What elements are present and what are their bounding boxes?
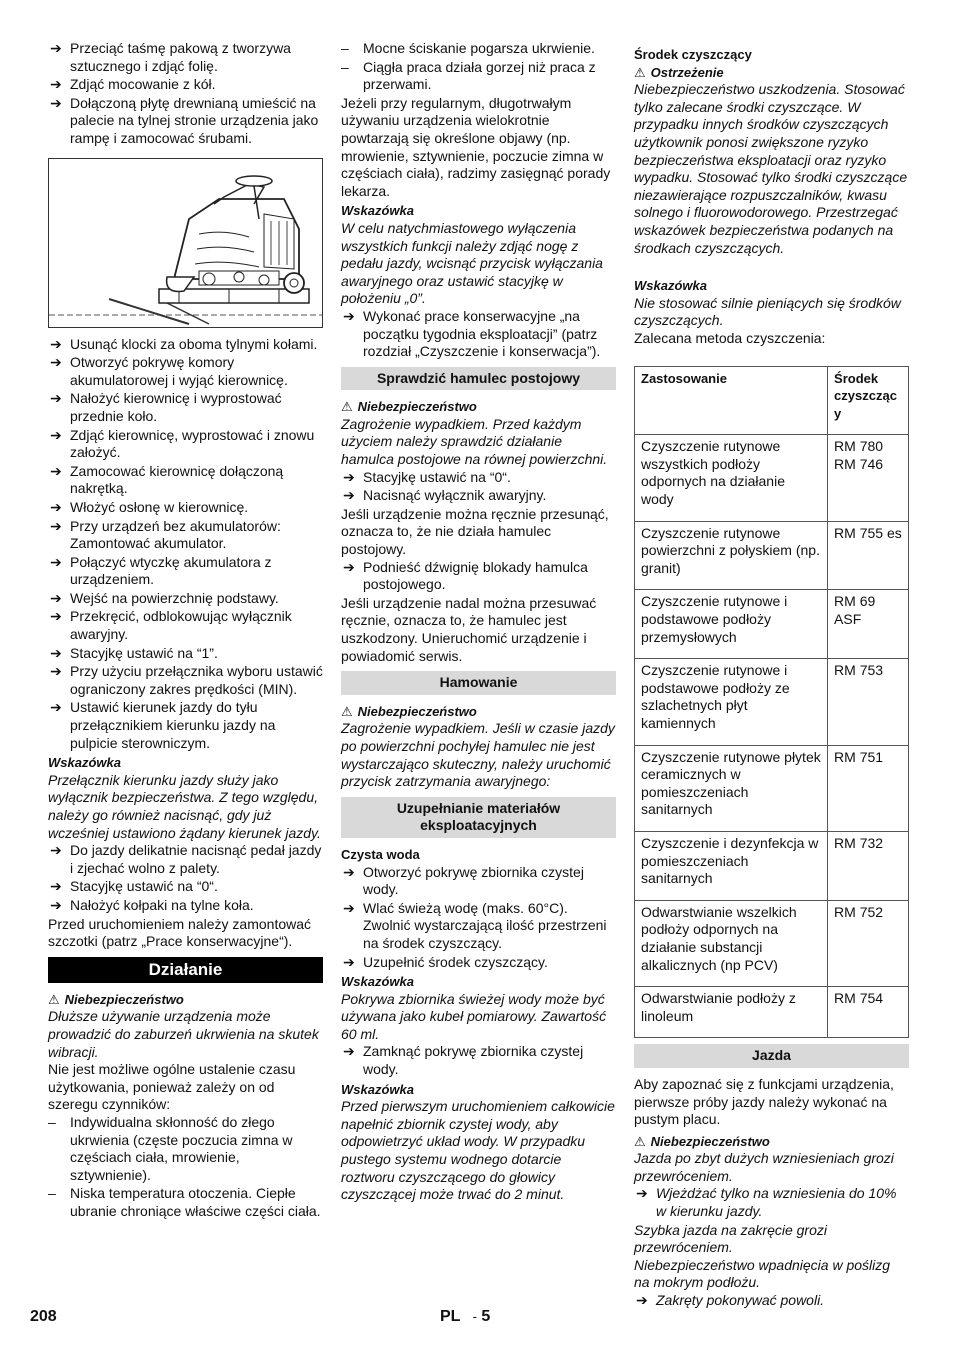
arrow-icon: ➔ bbox=[343, 558, 355, 575]
column-3 bbox=[634, 46, 909, 1311]
maintenance-step-list bbox=[341, 308, 616, 361]
list-item: ➔ Przy użyciu przełącznika wyboru ustawić ograniczony zakres prędkości (MIN). bbox=[50, 663, 323, 697]
dash-bullet: – bbox=[341, 40, 349, 56]
table-row bbox=[635, 435, 909, 521]
warning-triangle-icon: ⚠ bbox=[634, 1133, 646, 1149]
list-item: ➔ Dołączoną płytę drewnianą umieścić na palecie na tylnej stronie urządzenia jako rampę i zamocować śrubami. bbox=[50, 94, 319, 146]
paragraph: Aby zapoznać się z funkcjami urządzenia, pierwsze próby jazdy należy wykonać na pustym placu. bbox=[634, 1075, 894, 1128]
list-item: ➔ Uzupełnić środek czyszczący. bbox=[343, 953, 548, 970]
paragraph: Przed uruchomieniem należy zamontować szczotki (patrz „Prace konserwacyjne“). bbox=[48, 915, 312, 950]
paragraph: Jeśli urządzenie można ręcznie przesunąć, oznacza to, że nie działa hamulec postojowy. bbox=[341, 505, 609, 558]
arrow-icon: ➔ bbox=[343, 307, 355, 324]
list-item: ➔ Zamocować kierownicę dołączoną nakrętką. bbox=[50, 462, 284, 497]
note-label: Wskazówka bbox=[634, 278, 707, 294]
list-item: ➔ Nałożyć kierownicę i wyprostować przednie koło. bbox=[50, 390, 282, 424]
list-item: ➔ Zdjąć mocowanie z kół. bbox=[50, 76, 216, 93]
arrow-icon: ➔ bbox=[50, 76, 62, 93]
warning-label: ⚠ Niebezpieczeństwo bbox=[341, 703, 477, 719]
curve-list bbox=[634, 1292, 909, 1310]
warning-text: Niebezpieczeństwo wpadnięcia w poślizg na mokrym podłożu. bbox=[634, 1256, 891, 1291]
slope-list bbox=[634, 1185, 909, 1220]
note-text: W celu natychmiastowego wyłączenia wszystkich funkcji należy zdjąć nogę z pedału jazdy, wcisnąć przycisk wyłączania awaryjnego oraz ustawić stacyjkę w położeniu „0”. bbox=[341, 219, 603, 307]
setup-steps-list bbox=[48, 336, 323, 753]
table-cell: RM 753 bbox=[828, 659, 909, 745]
arrow-icon: ➔ bbox=[50, 699, 62, 716]
warning-triangle-icon: ⚠ bbox=[48, 991, 60, 1007]
warning-text: Dłuższe używanie urządzenia może prowadzić do zaburzeń ukrwienia na skutek wibracji. bbox=[48, 1008, 319, 1060]
note-label: Wskazówka bbox=[341, 974, 414, 990]
dash-bullet: – bbox=[48, 1113, 56, 1130]
arrow-icon: ➔ bbox=[50, 498, 62, 515]
warning-label: ⚠ Niebezpieczeństwo bbox=[341, 399, 477, 415]
warning-label: ⚠ Ostrzeżenie bbox=[634, 64, 724, 80]
arrow-icon: ➔ bbox=[50, 426, 62, 443]
dash-bullet: – bbox=[341, 58, 349, 75]
list-item: ➔ Podnieść dźwignię blokady hamulca postojowego. bbox=[343, 558, 588, 593]
section-heading-hamulec: Sprawdzić hamulec postojowy bbox=[341, 367, 616, 391]
section-heading-hamowanie: Hamowanie bbox=[341, 671, 616, 695]
arrow-icon: ➔ bbox=[50, 644, 62, 661]
list-item: ➔ Stacyjkę ustawić na “1”. bbox=[50, 644, 218, 661]
arrow-icon: ➔ bbox=[636, 1185, 648, 1202]
paragraph: Nie jest możliwe ogólne ustalenie czasu użytkowania, ponieważ zależy on od szeregu czynników: bbox=[48, 1061, 296, 1113]
table-row bbox=[635, 900, 909, 986]
arrow-icon: ➔ bbox=[50, 878, 62, 895]
table-cell: RM 780 RM 746 bbox=[828, 435, 909, 521]
table-cell: RM 754 bbox=[828, 987, 909, 1038]
note-label: Wskazówka bbox=[341, 1081, 414, 1097]
table-cell: Czyszczenie rutynowe i podstawowe podłoży przemysłowych bbox=[635, 590, 828, 659]
table-row bbox=[635, 590, 909, 659]
arrow-icon: ➔ bbox=[50, 608, 62, 625]
warning-label: ⚠ Niebezpieczeństwo bbox=[634, 1133, 770, 1149]
arrow-icon: ➔ bbox=[50, 390, 62, 407]
list-item: ➔ Stacyjkę ustawić na “0“. bbox=[50, 878, 218, 895]
list-item: ➔ Zamknąć pokrywę zbiornika czystej wody. bbox=[343, 1043, 584, 1078]
warning-text: Szybka jazda na zakręcie grozi przewróceniem. bbox=[634, 1221, 827, 1256]
table-cell: RM 755 es bbox=[828, 521, 909, 590]
table-row bbox=[635, 745, 909, 831]
note-label: Wskazówka bbox=[341, 203, 414, 219]
brake-check-list bbox=[341, 469, 616, 505]
table-cell: Czyszczenie rutynowe płytek ceramicznych w pomieszczeniach sanitarnych bbox=[635, 745, 828, 831]
arrow-icon: ➔ bbox=[50, 354, 62, 371]
arrow-icon: ➔ bbox=[50, 335, 62, 352]
warning-text: Zagrożenie wypadkiem. Jeśli w czasie jazdy po powierzchni pochyłej hamulec nie jest wystarczająco skuteczny, należy uruchomić przycisk zatrzymania awaryjnego: bbox=[341, 720, 615, 790]
water-fill-list bbox=[341, 864, 616, 972]
dash-bullet: – bbox=[48, 1185, 56, 1202]
list-item: ➔ Połączyć wtyczkę akumulatora z urządzeniem. bbox=[50, 553, 272, 588]
warning-triangle-icon: ⚠ bbox=[341, 703, 353, 719]
table-cell: RM 69 ASF bbox=[828, 590, 909, 659]
list-item: ➔ Stacyjkę ustawić na “0“. bbox=[343, 468, 511, 485]
list-item: ➔ Usunąć klocki za oboma tylnymi kołami. bbox=[50, 335, 318, 352]
table-row bbox=[635, 987, 909, 1038]
list-item: – Indywidualna skłonność do złego ukrwienia (częste poczucia zimna w częściach ciała, mrowienie, sztywnienie). bbox=[48, 1113, 293, 1183]
table-cell: Czyszczenie i dezynfekcja w pomieszczeniach sanitarnych bbox=[635, 831, 828, 900]
arrow-icon: ➔ bbox=[343, 487, 355, 504]
paragraph: Jeżeli przy regularnym, długotrwałym używaniu urządzenia wielokrotnie powtarzają się określone objawy (np. mrowienie, sztywnienie, poczucie zimna w częściach ciała), radzimy zasięgnąć porady lekarza. bbox=[341, 94, 611, 199]
list-item: – Mocne ściskanie pogarsza ukrwienie. bbox=[341, 40, 595, 56]
warning-text: Niebezpieczeństwo uszkodzenia. Stosować tylko zalecane środki czyszczące. W przypadku innych środków czyszczących użytkownik ponosi zwiększone ryzyko bezpieczeństwa eksploatacji oraz ryzyko wypadku. Stosować tylko środki czyszczące niezawierające rozpuszczalników, kwasu solnego i fluorowodorowego. Przestrzegać wskazówek bezpieczeństwa podanych na środkach czyszczących. bbox=[634, 81, 908, 256]
list-item: ➔ Otworzyć pokrywę zbiornika czystej wody. bbox=[343, 863, 584, 898]
arrow-icon: ➔ bbox=[50, 663, 62, 680]
warning-triangle-icon: ⚠ bbox=[341, 399, 353, 415]
list-item: ➔ Wejść na powierzchnię podstawy. bbox=[50, 589, 279, 606]
warning-label: ⚠ Niebezpieczeństwo bbox=[48, 991, 184, 1007]
arrow-icon: ➔ bbox=[50, 589, 62, 606]
factors-list-continued bbox=[341, 40, 616, 94]
scrubber-on-pallet-image bbox=[49, 159, 322, 325]
list-item: ➔ Wjeżdżać tylko na wzniesienia do 10% w kierunku jazdy. bbox=[636, 1185, 897, 1220]
table-header-cell: Środek czyszcząc y bbox=[828, 366, 909, 435]
subheading-czysta-woda: Czysta woda bbox=[341, 846, 420, 862]
arrow-icon: ➔ bbox=[636, 1292, 648, 1309]
list-item: ➔ Otworzyć pokrywę komory akumulatorowej i wyjąć kierownicę. bbox=[50, 354, 288, 388]
list-item: ➔ Do jazdy delikatnie nacisnąć pedał jazdy i zjechać wolno z palety. bbox=[50, 842, 322, 876]
list-item: ➔ Wykonać prace konserwacyjne „na początku tygodnia eksploatacji” (patrz rozdział „Czyszczenie i konserwacja”). bbox=[343, 307, 601, 360]
table-cell: RM 732 bbox=[828, 831, 909, 900]
arrow-icon: ➔ bbox=[50, 553, 62, 570]
note-label: Wskazówka bbox=[48, 755, 121, 771]
table-cell: RM 752 bbox=[828, 900, 909, 986]
table-row bbox=[635, 831, 909, 900]
list-item: – Ciągła praca działa gorzej niż praca z przerwami. bbox=[341, 58, 596, 93]
table-row bbox=[635, 659, 909, 745]
paragraph: Jeśli urządzenie nadal można przesuwać ręcznie, oznacza to, że hamulec jest uszkodzony. Unieruchomić urządzenie i powiadomić serwis. bbox=[341, 594, 597, 664]
table-header-row bbox=[635, 366, 909, 435]
footer-language: PL - 5 bbox=[440, 1308, 491, 1325]
warning-triangle-icon: ⚠ bbox=[634, 64, 646, 80]
arrow-icon: ➔ bbox=[343, 899, 355, 916]
section-heading-uzupelnianie: Uzupełnianie materiałów eksploatacyjnych bbox=[341, 797, 616, 838]
arrow-icon: ➔ bbox=[50, 40, 62, 56]
list-item: ➔ Nałożyć kołpaki na tylne koła. bbox=[50, 896, 254, 913]
list-item: ➔ Przekręcić, odblokowując wyłącznik awaryjny. bbox=[50, 608, 292, 643]
table-row bbox=[635, 521, 909, 590]
list-item: ➔ Ustawić kierunek jazdy do tyłu przełącznikiem kierunku jazdy na pulpicie sterowniczym. bbox=[50, 699, 276, 751]
table-header-cell: Zastosowanie bbox=[635, 366, 828, 435]
close-lid-list bbox=[341, 1043, 616, 1078]
page-number: 208 bbox=[30, 1308, 57, 1325]
warning-text: Zagrożenie wypadkiem. Przed każdym użyciem należy sprawdzić działanie hamulca postojowe na równej powierzchni. bbox=[341, 415, 608, 468]
note-text: Przed pierwszym uruchomieniem całkowicie napełnić zbiornik czystej wody, aby odpowietrzyć układ wody. W przypadku pustego systemu wodnego dotarcie roztworu czyszczącego do głowicy czyszczącej może trwać do 2 minut. bbox=[341, 1098, 615, 1203]
machine-illustration bbox=[48, 158, 323, 328]
arrow-icon: ➔ bbox=[343, 953, 355, 970]
column-2 bbox=[341, 40, 616, 1204]
note-text: Nie stosować silnie pieniących się środków czyszczących. bbox=[634, 294, 901, 329]
paragraph: Zalecana metoda czyszczenia: bbox=[634, 329, 826, 346]
list-item: ➔ Zakręty pokonywać powoli. bbox=[636, 1292, 825, 1309]
arrow-icon: ➔ bbox=[50, 517, 62, 534]
column-1 bbox=[48, 40, 323, 1221]
section-heading-jazda: Jazda bbox=[634, 1044, 909, 1068]
table-cell: Odwarstwianie podłoży z linoleum bbox=[635, 987, 828, 1038]
cleaning-agent-table bbox=[634, 366, 909, 1039]
table-cell: Czyszczenie rutynowe i podstawowe podłoży ze szlachetnych płyt kamiennych bbox=[635, 659, 828, 745]
arrow-icon: ➔ bbox=[50, 94, 62, 111]
section-heading-dzialanie: Działanie bbox=[48, 957, 323, 983]
factors-list bbox=[48, 1114, 323, 1221]
table-cell: RM 751 bbox=[828, 745, 909, 831]
note-text: Pokrywa zbiornika świeżej wody może być używana jako kubeł pomiarowy. Zawartość 60 ml. bbox=[341, 990, 607, 1042]
unpack-steps-list bbox=[48, 40, 323, 148]
table-cell: Czyszczenie rutynowe wszystkich podłoży odpornych na działanie wody bbox=[635, 435, 828, 521]
warning-text: Jazda po zbyt dużych wzniesieniach grozi przewróceniem. bbox=[634, 1150, 894, 1184]
arrow-icon: ➔ bbox=[50, 896, 62, 913]
subheading-srodek: Środek czyszczący bbox=[634, 47, 752, 62]
table-cell: Czyszczenie rutynowe powierzchni z połyskiem (np. granit) bbox=[635, 521, 828, 590]
brake-lever-list bbox=[341, 559, 616, 594]
list-item: ➔ Zdjąć kierownicę, wyprostować i znowu założyć. bbox=[50, 426, 315, 461]
note-text: Przełącznik kierunku jazdy służy jako wyłącznik bezpieczeństwa. Z tego względu, należy go również nacisnąć, gdy już wcześniej ustawiono żądany kierunek jazdy. bbox=[48, 771, 321, 841]
arrow-icon: ➔ bbox=[50, 842, 62, 859]
arrow-icon: ➔ bbox=[343, 1043, 355, 1060]
arrow-icon: ➔ bbox=[343, 468, 355, 485]
list-item: ➔ Wlać świeżą wodę (maks. 60°C). Zwolnić wystarczającą ilość przestrzeni na środek czyszczący. bbox=[343, 899, 607, 951]
list-item: ➔ Przy urządzeń bez akumulatorów: Zamontować akumulator. bbox=[50, 517, 281, 552]
list-item: – Niska temperatura otoczenia. Ciepłe ubranie chroniące właściwe części ciała. bbox=[48, 1185, 321, 1219]
list-item: ➔ Przeciąć taśmę pakową z tworzywa sztucznego i zdjąć folię. bbox=[50, 40, 291, 74]
drive-off-steps-list bbox=[48, 842, 323, 914]
table-cell: Odwarstwianie wszelkich podłoży odpornych na działanie substancji alkalicznych (np PCV) bbox=[635, 900, 828, 986]
arrow-icon: ➔ bbox=[343, 863, 355, 880]
list-item: ➔ Nacisnąć wyłącznik awaryjny. bbox=[343, 487, 547, 504]
arrow-icon: ➔ bbox=[50, 462, 62, 479]
list-item: ➔ Włożyć osłonę w kierownicę. bbox=[50, 498, 249, 515]
